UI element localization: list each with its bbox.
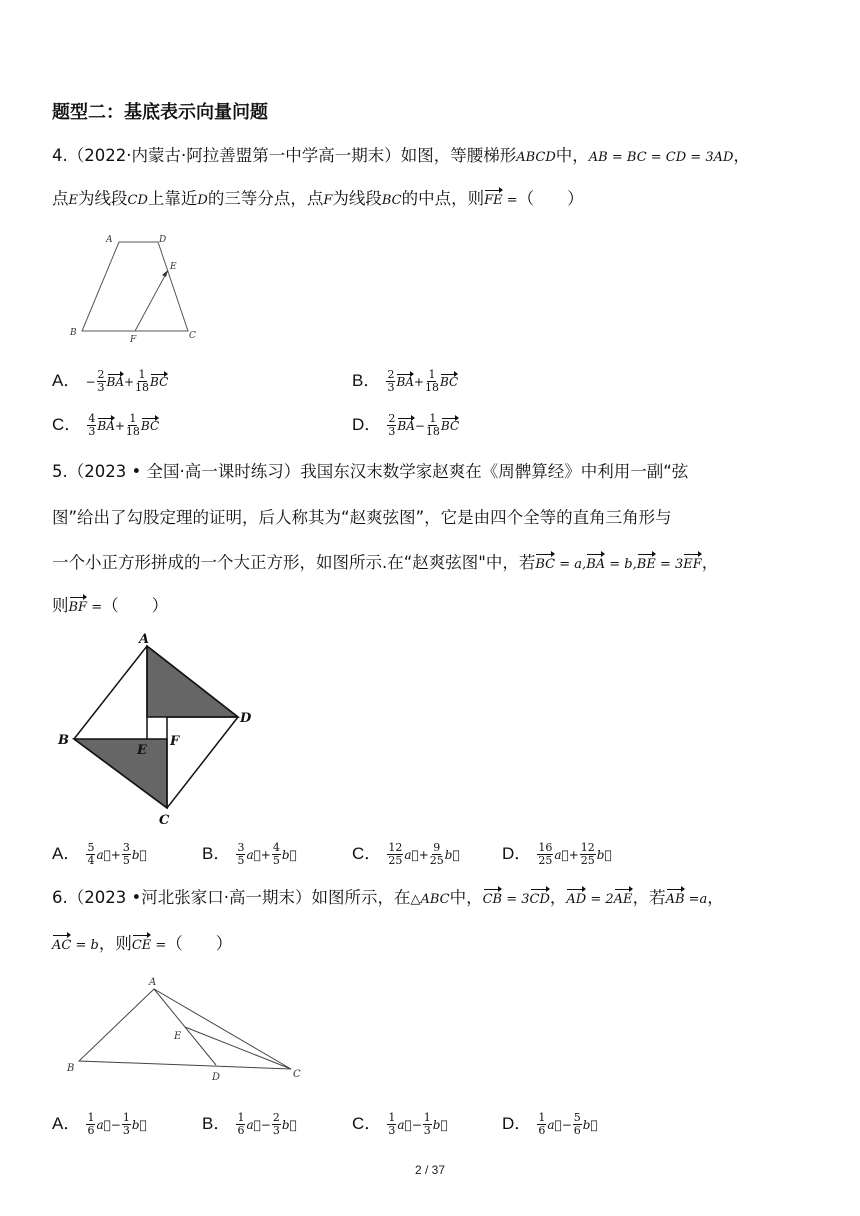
fraction <box>386 369 395 394</box>
option-operator: − <box>110 1118 121 1132</box>
q6-number: 6. <box>52 888 68 907</box>
option-letter: A． <box>52 1114 81 1133</box>
q4-text: （2022·内蒙古·阿拉善盟第一中学高一期末）如图，等腰梯形 <box>67 146 517 165</box>
option-letter: A． <box>52 844 81 863</box>
q4-math: ABCD <box>516 150 556 165</box>
vector-a-symbol: a⃗ <box>547 1118 562 1132</box>
denominator: 25 <box>429 854 444 867</box>
q5-text: （2023 • 全国·高一课时练习）我国东汉末数学家赵爽在《周髀算经》中利用一副“弦 <box>67 462 689 481</box>
numerator: 4 <box>88 412 96 425</box>
numerator: 5 <box>87 841 95 854</box>
triangle-abc <box>79 989 291 1069</box>
option-sign: − <box>85 375 96 389</box>
fraction <box>236 1112 245 1137</box>
label-f: F <box>170 734 180 749</box>
option-operator: − <box>260 1118 271 1132</box>
option-letter: C． <box>352 844 382 863</box>
fraction <box>580 842 596 867</box>
option-letter: C． <box>52 415 82 434</box>
q4-text: 点 <box>52 189 69 208</box>
q6-math: △ABC <box>410 892 450 907</box>
vector-a-symbol: a⃗ <box>96 848 111 862</box>
q5-text: 一个小正方形拼成的一个大正方形，如图所示.在“赵爽弦图"中，若 <box>52 553 536 572</box>
vector-b-symbol: b⃗ <box>596 848 612 862</box>
q6-vector: AE <box>614 890 633 910</box>
fraction <box>387 842 403 867</box>
denominator: 18 <box>424 381 439 394</box>
numerator: 1 <box>388 1111 396 1124</box>
q5-text: 图”给出了勾股定理的证明，后人称其为“赵爽弦图”，它是由四个全等的直角三角形与 <box>52 508 672 527</box>
numerator: 2 <box>387 368 395 381</box>
denominator: 3 <box>122 1124 130 1137</box>
q6-math: =a <box>684 892 708 907</box>
denominator: 3 <box>388 425 396 438</box>
q5-line3 <box>52 553 718 575</box>
q4-text: 中， <box>555 146 589 165</box>
denominator: 5 <box>122 854 130 867</box>
numerator: 4 <box>272 841 280 854</box>
q6-vector: CB <box>483 890 503 910</box>
q5-math: = <box>87 600 103 615</box>
q5-math: = a, <box>555 557 587 572</box>
q5-math: = 3 <box>655 557 684 572</box>
q6-vector: CE <box>132 936 151 956</box>
vector-b-symbol: b⃗ <box>432 1118 448 1132</box>
denominator: 3 <box>88 425 96 438</box>
fraction <box>122 1112 131 1137</box>
numerator: 1 <box>428 368 436 381</box>
q6-triangle-figure <box>62 972 312 1087</box>
denominator: 18 <box>425 425 440 438</box>
fraction <box>86 1112 95 1137</box>
option-vector: BA <box>97 419 115 433</box>
q4-option-d[interactable] <box>352 410 459 438</box>
label-a: A <box>149 977 157 988</box>
vector-b-symbol: b⃗ <box>582 1118 598 1132</box>
q6-line1 <box>52 888 724 910</box>
q6-math: = 2 <box>586 892 614 907</box>
q4-option-c[interactable] <box>52 410 159 438</box>
label-f: F <box>130 335 137 345</box>
option-operator: − <box>414 419 425 433</box>
numerator: 5 <box>573 1111 581 1124</box>
fraction <box>425 369 439 394</box>
vector-a-symbol: a⃗ <box>246 1118 261 1132</box>
q6-math: = 3 <box>502 892 530 907</box>
q4-line1 <box>52 146 750 168</box>
section-title: 题型二：基底表示向量问题 <box>52 102 268 123</box>
denominator: 25 <box>580 854 595 867</box>
option-vector: BA <box>396 375 414 389</box>
q4-text: 上靠近 <box>147 189 198 208</box>
vector-a-symbol: a⃗ <box>554 848 569 862</box>
q5-vector: BC <box>535 555 555 575</box>
q5-option-a[interactable] <box>52 839 147 867</box>
fraction <box>97 369 106 394</box>
page-number: 2 / 37 <box>414 1163 446 1177</box>
q6-text: 中， <box>449 888 483 907</box>
q4-math: BC <box>381 193 402 208</box>
q4-math: = <box>502 193 518 208</box>
q6-option-d[interactable] <box>502 1109 598 1137</box>
q4-text: 的中点，则 <box>401 189 485 208</box>
option-letter: D． <box>502 1114 532 1133</box>
numerator: 12 <box>388 841 403 854</box>
q5-math: = b, <box>605 557 637 572</box>
q4-answer-blank: （ ） <box>517 189 584 208</box>
q5-text: 则 <box>52 596 69 615</box>
q6-option-a[interactable] <box>52 1109 147 1137</box>
label-b: B <box>70 328 77 338</box>
q4-text: ， <box>733 146 750 165</box>
denominator: 3 <box>388 1124 396 1137</box>
option-vector: BA <box>106 375 124 389</box>
q4-math: D <box>197 193 208 208</box>
trapezoid-outline <box>82 242 188 331</box>
denominator: 6 <box>538 1124 546 1137</box>
vector-a-symbol: a⃗ <box>246 848 261 862</box>
fraction <box>537 1112 546 1137</box>
q6-text: ，则 <box>98 934 132 953</box>
numerator: 1 <box>538 1111 546 1124</box>
denominator: 18 <box>135 381 150 394</box>
option-operator: + <box>260 848 271 862</box>
vector-b-symbol: b⃗ <box>131 848 147 862</box>
numerator: 1 <box>122 1111 130 1124</box>
label-b: B <box>58 733 69 748</box>
label-c: C <box>293 1069 301 1080</box>
denominator: 18 <box>125 425 140 438</box>
vector-a-symbol: a⃗ <box>96 1118 111 1132</box>
q6-option-b[interactable] <box>202 1109 297 1137</box>
denominator: 3 <box>387 381 395 394</box>
q5-line4 <box>52 596 169 618</box>
q4-trapezoid-figure <box>62 228 212 346</box>
label-e: E <box>174 1031 182 1042</box>
q5-zhao-shuang-figure <box>50 628 270 828</box>
label-e: E <box>170 262 177 272</box>
option-letter: A． <box>52 371 81 390</box>
vector-b-symbol: b⃗ <box>444 848 460 862</box>
denominator: 25 <box>388 854 403 867</box>
q6-answer-blank: （ ） <box>166 934 233 953</box>
vector-b-symbol: b⃗ <box>281 1118 297 1132</box>
fraction <box>236 842 245 867</box>
q4-math: CD <box>127 193 148 208</box>
q4-vector: FE <box>484 191 503 211</box>
q6-vector: AB <box>666 890 685 910</box>
q5-option-c[interactable] <box>352 839 460 867</box>
label-c: C <box>189 331 196 341</box>
numerator: 2 <box>388 412 396 425</box>
option-letter: D． <box>352 415 382 434</box>
denominator: 6 <box>573 1124 581 1137</box>
option-vector: BC <box>440 419 460 433</box>
numerator: 1 <box>138 368 146 381</box>
q5-option-b[interactable] <box>202 839 297 867</box>
numerator: 1 <box>237 1111 245 1124</box>
label-e: E <box>137 743 147 758</box>
fraction <box>122 842 131 867</box>
q5-line2 <box>52 508 672 528</box>
q6-vector: AC <box>52 936 71 956</box>
denominator: 5 <box>237 854 245 867</box>
fraction <box>135 369 149 394</box>
fraction <box>86 842 95 867</box>
option-operator: + <box>114 419 125 433</box>
fraction <box>387 1112 396 1137</box>
option-vector: BC <box>439 375 459 389</box>
label-d: D <box>159 235 167 245</box>
fraction <box>430 842 444 867</box>
q4-math: E <box>68 193 78 208</box>
option-operator: − <box>411 1118 422 1132</box>
q6-math: = b <box>71 938 99 953</box>
denominator: 25 <box>538 854 553 867</box>
numerator: 1 <box>429 412 437 425</box>
option-operator: + <box>123 375 135 389</box>
q6-text: ， <box>549 888 567 907</box>
option-operator: + <box>568 848 579 862</box>
label-a: A <box>106 235 113 245</box>
option-vector: BC <box>150 375 169 389</box>
q5-answer-blank: （ ） <box>102 596 169 615</box>
q6-line2 <box>52 934 233 956</box>
denominator: 4 <box>87 854 95 867</box>
denominator: 3 <box>272 1124 280 1137</box>
q4-text: 为线段 <box>78 189 128 208</box>
q4-line2 <box>52 189 584 211</box>
label-b: B <box>67 1063 75 1074</box>
q5-line1 <box>52 462 688 482</box>
fraction <box>573 1112 582 1137</box>
q5-vector: EF <box>683 555 702 575</box>
option-operator: − <box>561 1118 572 1132</box>
q6-math: = <box>151 938 167 953</box>
vector-b-symbol: b⃗ <box>281 848 297 862</box>
q4-option-a[interactable] <box>52 366 168 394</box>
option-letter: C． <box>352 1114 382 1133</box>
label-d: D <box>212 1072 221 1083</box>
line-ec <box>185 1027 291 1069</box>
q5-number: 5. <box>52 462 68 481</box>
option-vector: BC <box>140 419 160 433</box>
q5-vector: BA <box>586 555 605 575</box>
fraction <box>126 413 140 438</box>
q5-vector: BF <box>69 598 88 618</box>
option-operator: + <box>110 848 121 862</box>
label-a: A <box>139 632 150 647</box>
option-operator: + <box>418 848 429 862</box>
denominator: 6 <box>87 1124 95 1137</box>
option-operator: + <box>413 375 424 389</box>
numerator: 1 <box>423 1111 431 1124</box>
denominator: 3 <box>423 1124 431 1137</box>
label-c: C <box>159 813 170 828</box>
q4-text: 为线段 <box>332 189 382 208</box>
numerator: 3 <box>237 841 245 854</box>
fraction <box>272 1112 281 1137</box>
option-vector: BA <box>397 419 415 433</box>
numerator: 1 <box>87 1111 95 1124</box>
vector-fe <box>135 270 168 331</box>
q4-math: AB = BC = CD = 3AD <box>588 150 734 165</box>
numerator: 2 <box>272 1111 280 1124</box>
fraction <box>537 842 553 867</box>
q4-number: 4. <box>52 146 68 165</box>
numerator: 3 <box>122 841 130 854</box>
numerator: 9 <box>433 841 441 854</box>
fraction <box>387 413 396 438</box>
vector-fe-arrowhead <box>162 270 168 277</box>
fraction <box>87 413 96 438</box>
q6-text: （2023 •河北张家口·高一期末）如图所示，在 <box>67 888 411 907</box>
q4-text: 的三等分点，点 <box>207 189 324 208</box>
numerator: 2 <box>97 368 105 381</box>
q5-vector: BE <box>637 555 656 575</box>
option-letter: B． <box>352 371 381 390</box>
numerator: 12 <box>580 841 595 854</box>
vector-b-symbol: b⃗ <box>131 1118 147 1132</box>
numerator: 1 <box>129 412 137 425</box>
q6-vector: CD <box>530 890 550 910</box>
option-letter: B． <box>202 844 231 863</box>
q6-text: ， <box>707 888 724 907</box>
q4-math: F <box>323 193 333 208</box>
denominator: 3 <box>97 381 105 394</box>
fraction <box>272 842 281 867</box>
fraction <box>426 413 440 438</box>
denominator: 6 <box>237 1124 245 1137</box>
vector-a-symbol: a⃗ <box>404 848 419 862</box>
vector-a-symbol: a⃗ <box>397 1118 412 1132</box>
denominator: 5 <box>272 854 280 867</box>
q5-option-d[interactable] <box>502 839 612 867</box>
q6-text: ，若 <box>632 888 666 907</box>
q4-option-b[interactable] <box>352 366 458 394</box>
q6-option-c[interactable] <box>352 1109 448 1137</box>
option-letter: D． <box>502 844 532 863</box>
q6-vector: AD <box>566 890 586 910</box>
numerator: 16 <box>538 841 553 854</box>
q5-text: ， <box>701 553 719 572</box>
label-d: D <box>240 711 252 726</box>
option-letter: B． <box>202 1114 231 1133</box>
fraction <box>423 1112 432 1137</box>
